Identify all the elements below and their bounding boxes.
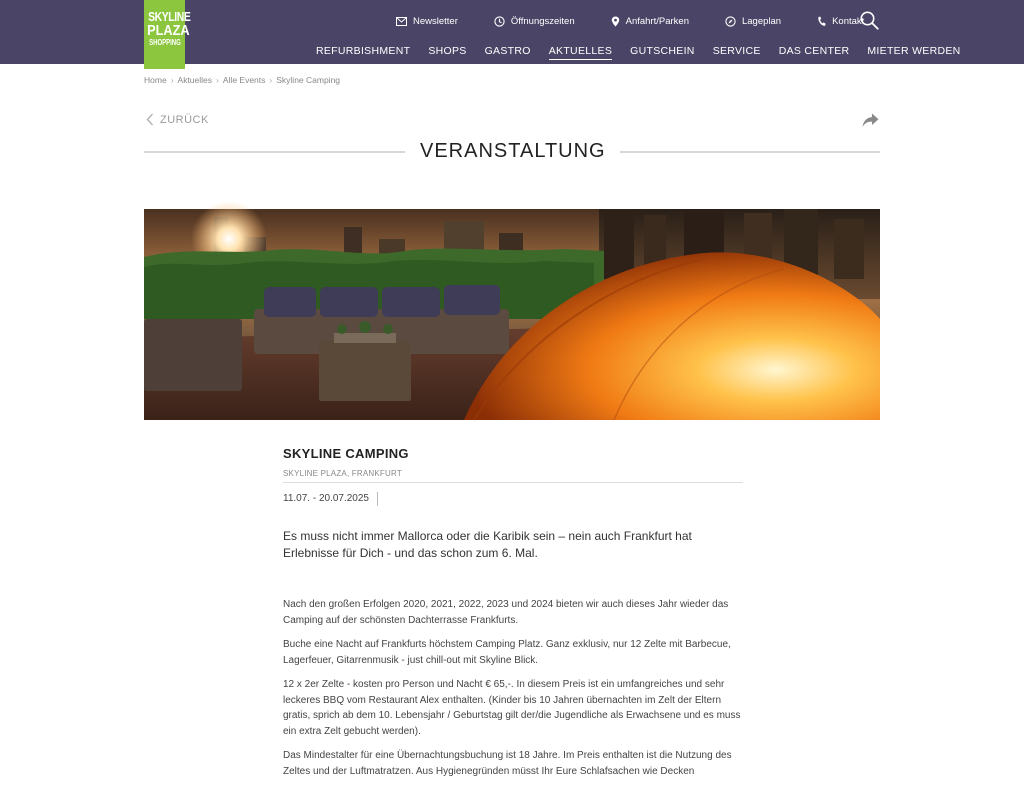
event-title: SKYLINE CAMPING — [283, 446, 409, 461]
utility-opening-hours-label: Öffnungszeiten — [510, 15, 575, 27]
event-lead: Es muss nicht immer Mallorca oder die Karibik sein – nein auch Frankfurt hat Erlebnisse für Dich - und das schon zum 6. Mal. — [283, 529, 692, 560]
compass-icon — [725, 16, 736, 27]
utility-opening-hours[interactable] — [494, 16, 575, 27]
title-divider-left — [144, 151, 405, 153]
nav-das-center[interactable]: DAS CENTER — [778, 45, 850, 57]
breadcrumb-home[interactable]: Home — [144, 75, 167, 85]
event-paragraph: Das Mindestalter für eine Übernachtungsbuchung ist 18 Jahre. Im Preis enthalten ist die Nutzung des Zeltes und der Luftmatratzen. Aus Hygienegründen müsst Ihr Eure Schlafsachen wie Decken — [283, 750, 732, 777]
nav-shops[interactable]: SHOPS — [428, 45, 467, 57]
page-title: VERANSTALTUNG — [420, 140, 606, 162]
utility-site-map[interactable] — [725, 16, 781, 27]
breadcrumb — [144, 75, 344, 85]
site-header — [0, 0, 1024, 64]
nav-refurbishment[interactable]: REFURBISHMENT — [316, 45, 411, 57]
event-body — [283, 597, 743, 779]
utility-newsletter-label: Newsletter — [413, 15, 458, 27]
search-icon — [860, 11, 879, 30]
nav-gastro[interactable]: GASTRO — [484, 45, 531, 57]
event-date: 11.07. - 20.07.2025 — [283, 492, 378, 506]
event-paragraph: Nach den großen Erfolgen 2020, 2021, 2022, 2023 und 2024 bieten wir auch dieses Jahr wieder das Camping auf der schönsten Dachterrasse Frankfurts. — [283, 599, 729, 626]
share-button[interactable] — [862, 113, 879, 133]
location-pin-icon — [611, 16, 620, 27]
utility-newsletter[interactable] — [396, 16, 458, 27]
utility-directions-label: Anfahrt/Parken — [625, 15, 689, 27]
main-nav — [316, 45, 979, 60]
breadcrumb-separator: › — [269, 75, 273, 85]
breadcrumb-alle-events[interactable]: Alle Events — [222, 75, 266, 85]
event-paragraph: Buche eine Nacht auf Frankfurts höchstem Camping Platz. Ganz exklusiv, nur 12 Zelte mit Barbecue, Lagerfeuer, Gitarrenmusik - just chill-out mit Skyline Blick. — [283, 639, 731, 666]
utility-contact-label: Kontakt — [832, 15, 865, 27]
nav-aktuelles[interactable]: AKTUELLES — [549, 45, 612, 60]
page-title-row — [144, 140, 880, 164]
breadcrumb-aktuelles[interactable]: Aktuelles — [177, 75, 213, 85]
share-icon — [862, 113, 879, 128]
back-button-label: ZURÜCK — [160, 113, 209, 126]
event-paragraph: 12 x 2er Zelte - kosten pro Person und Nacht € 65,-. In diesem Preis ist ein umfangreiches und sehr leckeres BBQ vom Restaurant Alex enthalten. (Kinder bis 10 Jahren übernachten im Zelt der Eltern gratis, sprich ab dem 10. Lebensjahr / Geburtstag gilt der/die Jugendliche als Erwachsene und es muss ein extra Zelt gebucht werden). — [283, 679, 741, 737]
breadcrumb-separator: › — [170, 75, 174, 85]
event-divider — [283, 482, 743, 483]
event-hero-image — [144, 209, 880, 420]
logo-line-2: PLAZA — [147, 22, 190, 39]
logo-line-1: SKYLINE — [148, 9, 191, 24]
utility-nav — [396, 14, 900, 28]
mail-icon — [396, 17, 407, 26]
event-location: SKYLINE PLAZA, FRANKFURT — [283, 469, 402, 478]
logo-line-3: SHOPPING — [149, 38, 181, 47]
site-logo[interactable] — [144, 0, 191, 69]
chevron-left-icon — [146, 113, 154, 126]
search-button[interactable] — [860, 11, 885, 30]
nav-service[interactable]: SERVICE — [712, 45, 761, 57]
phone-icon — [817, 16, 826, 27]
nav-gutschein[interactable]: GUTSCHEIN — [630, 45, 695, 57]
back-button[interactable] — [146, 113, 209, 126]
nav-mieter-werden[interactable]: MIETER WERDEN — [867, 45, 961, 57]
breadcrumb-separator: › — [216, 75, 219, 85]
breadcrumb-current: Skyline Camping — [276, 75, 341, 85]
utility-site-map-label: Lageplan — [741, 15, 782, 27]
clock-icon — [494, 16, 505, 27]
event-content — [283, 446, 743, 788]
utility-contact[interactable] — [817, 16, 864, 27]
title-divider-right — [620, 151, 880, 153]
utility-directions[interactable] — [611, 16, 689, 27]
